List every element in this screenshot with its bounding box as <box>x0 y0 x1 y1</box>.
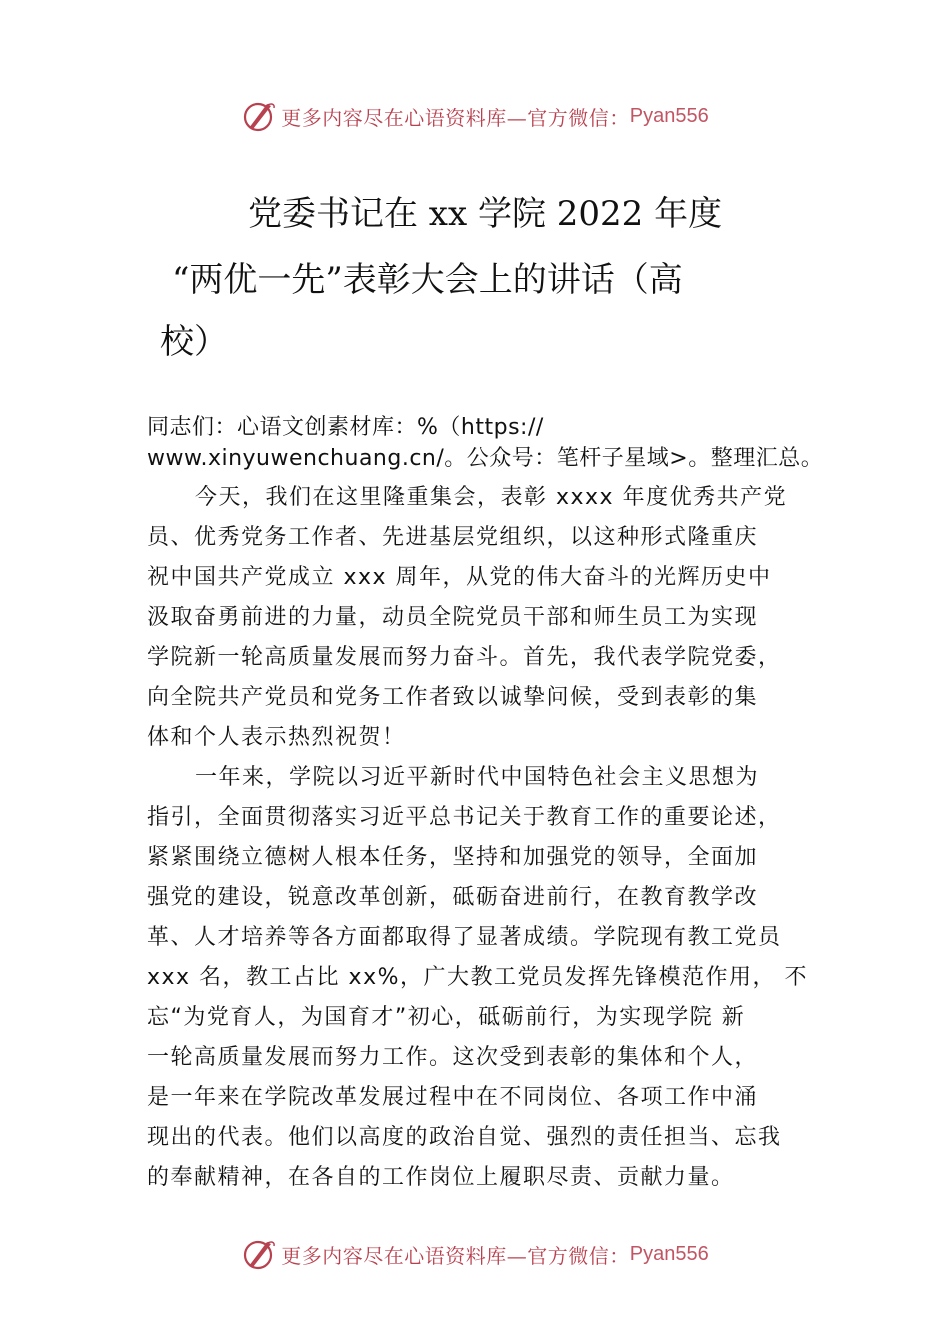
quill-logo-icon <box>241 98 277 134</box>
paragraph-line: 强党的建设，锐意改革创新，砥砺奋进前行，在教育教学改 <box>147 885 759 910</box>
paragraph-line: 汲取奋勇前进的力量，动员全院党员干部和师生员工为实现 <box>147 605 759 630</box>
intro-line-2: www.xinyuwenchuang.cn/。公众号：笔杆子星域>。整理汇总。 <box>147 446 824 471</box>
paragraph-line: 指引，全面贯彻落实习近平总书记关于教育工作的重要论述， <box>147 805 782 830</box>
intro-line-1: 同志们：心语文创素材库：%（https:// <box>147 415 544 440</box>
footer-banner <box>0 1234 950 1274</box>
paragraph-line: 今天，我们在这里隆重集会，表彰 xxxx 年度优秀共产党 <box>195 485 788 510</box>
header-banner <box>0 96 950 136</box>
banner-text: 更多内容尽在心语资料库—官方微信： <box>281 1243 630 1268</box>
paragraph-line: xxx 名，教工占比 xx%，广大教工党员发挥先锋模范作用， 不 <box>147 965 808 990</box>
paragraph-line: 体和个人表示热烈祝贺！ <box>147 725 406 750</box>
paragraph-line: 紧紧围绕立德树人根本任务，坚持和加强党的领导，全面加 <box>147 845 759 870</box>
banner-wechat-id: Pyan556 <box>629 104 709 127</box>
paragraph-line: 祝中国共产党成立 xxx 周年，从党的伟大奋斗的光辉历史中 <box>147 565 772 590</box>
paragraph-line: 现出的代表。他们以高度的政治自觉、强烈的责任担当、忘我 <box>147 1125 782 1150</box>
paragraph-line: 一年来，学院以习近平新时代中国特色社会主义思想为 <box>195 765 760 790</box>
title-line-1: 党委书记在 xx 学院 2022 年度 <box>248 194 723 234</box>
banner-text: 更多内容尽在心语资料库—官方微信： <box>281 105 630 130</box>
paragraph-line: 向全院共产党员和党务工作者致以诚挚问候，受到表彰的集 <box>147 685 759 710</box>
paragraph-line: 是一年来在学院改革发展过程中在不同岗位、各项工作中涌 <box>147 1085 759 1110</box>
title-line-2: “两优一先”表彰大会上的讲话（高 <box>172 260 683 300</box>
paragraph-line: 忘“为党育人，为国育才”初心，砥砺前行，为实现学院 新 <box>147 1005 746 1030</box>
banner-wechat-id: Pyan556 <box>629 1242 709 1265</box>
paragraph-line: 学院新一轮高质量发展而努力奋斗。首先，我代表学院党委， <box>147 645 782 670</box>
quill-logo-icon <box>241 1236 277 1272</box>
title-line-3: 校） <box>160 322 228 362</box>
paragraph-line: 革、人才培养等各方面都取得了显著成绩。学院现有教工党员 <box>147 925 782 950</box>
paragraph-line: 员、优秀党务工作者、先进基层党组织，以这种形式隆重庆 <box>147 525 759 550</box>
paragraph-line: 一轮高质量发展而努力工作。这次受到表彰的集体和个人， <box>147 1045 759 1070</box>
paragraph-line: 的奉献精神，在各自的工作岗位上履职尽责、贡献力量。 <box>147 1165 735 1190</box>
